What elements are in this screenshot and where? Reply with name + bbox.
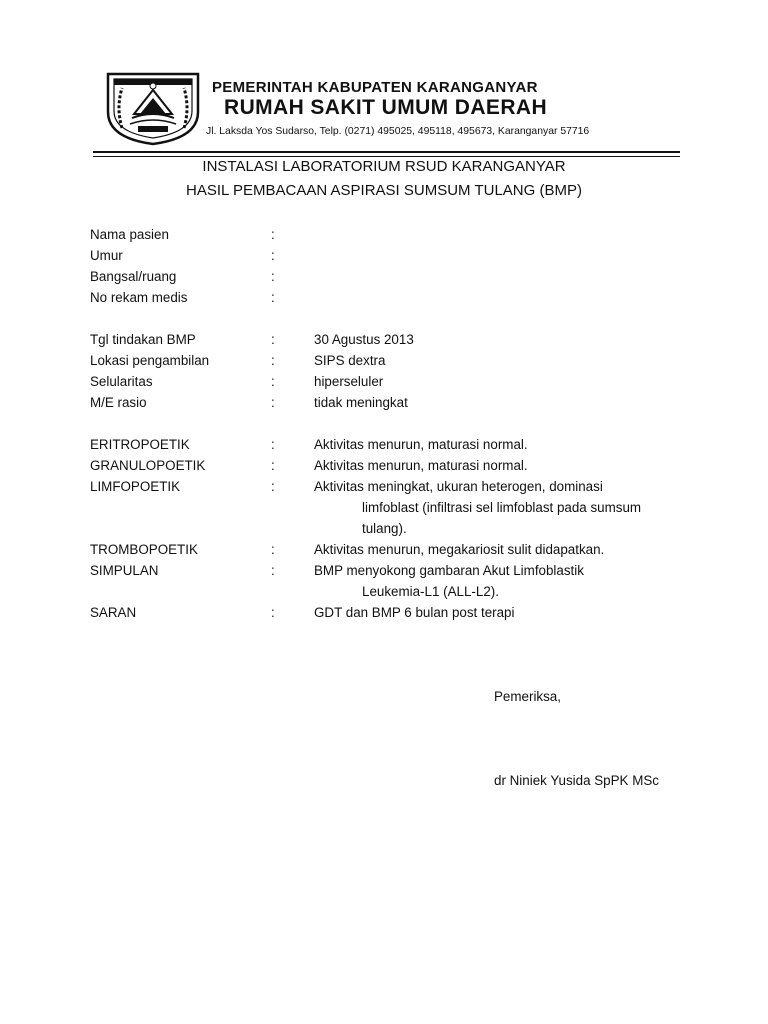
field-colon: : (271, 563, 275, 578)
field-label: M/E rasio (90, 395, 147, 410)
finding-label: ERITROPOETIK (90, 437, 190, 452)
finding-value-cont: tulang). (362, 521, 407, 536)
regency-logo (104, 68, 202, 146)
header-divider-thin (93, 156, 680, 157)
field-label: Bangsal/ruang (90, 269, 177, 284)
field-colon: : (271, 542, 275, 557)
field-colon: : (271, 227, 275, 242)
field-colon: : (271, 437, 275, 452)
finding-label: GRANULOPOETIK (90, 458, 206, 473)
field-colon: : (271, 605, 275, 620)
field-colon: : (271, 458, 275, 473)
finding-value: GDT dan BMP 6 bulan post terapi (314, 605, 515, 620)
field-colon: : (271, 332, 275, 347)
hospital-name: RUMAH SAKIT UMUM DAERAH (224, 96, 548, 119)
field-label: Nama pasien (90, 227, 169, 242)
field-label: Umur (90, 248, 123, 263)
header-divider-thick (93, 151, 680, 153)
field-row (0, 269, 768, 289)
field-row (0, 395, 768, 415)
finding-row (0, 458, 768, 478)
document-title: INSTALASI LABORATORIUM RSUD KARANGANYAR (202, 158, 566, 175)
finding-continuation (0, 584, 768, 604)
finding-value-cont: Leukemia-L1 (ALL-L2). (362, 584, 499, 599)
finding-value-cont: limfoblast (infiltrasi sel limfoblast pada sumsum (362, 500, 642, 515)
field-colon: : (271, 479, 275, 494)
field-label: Tgl tindakan BMP (90, 332, 196, 347)
finding-row (0, 479, 768, 499)
field-label: Lokasi pengambilan (90, 353, 210, 368)
finding-label: LIMFOPOETIK (90, 479, 181, 494)
document-subtitle: HASIL PEMBACAAN ASPIRASI SUMSUM TULANG (BMP) (186, 182, 582, 199)
field-colon: : (271, 353, 275, 368)
field-colon: : (271, 374, 275, 389)
examiner-name: dr Niniek Yusida SpPK MSc (494, 773, 659, 788)
field-label: Selularitas (90, 374, 153, 389)
finding-row (0, 542, 768, 562)
finding-continuation (0, 521, 768, 541)
finding-value: Aktivitas menurun, megakariosit sulit didapatkan. (314, 542, 605, 557)
field-colon: : (271, 269, 275, 284)
finding-label: TROMBOPOETIK (90, 542, 198, 557)
examiner-role: Pemeriksa, (494, 689, 561, 704)
finding-label: SARAN (90, 605, 137, 620)
field-value: tidak meningkat (314, 395, 408, 410)
field-row (0, 290, 768, 310)
field-colon: : (271, 290, 275, 305)
government-name: PEMERINTAH KABUPATEN KARANGANYAR (212, 79, 538, 96)
hospital-address: Jl. Laksda Yos Sudarso, Telp. (0271) 495025, 495118, 495673, Karanganyar 57716 (206, 126, 590, 137)
field-value: 30 Agustus 2013 (314, 332, 414, 347)
finding-row (0, 605, 768, 625)
finding-value: Aktivitas menurun, maturasi normal. (314, 458, 528, 473)
finding-value: BMP menyokong gambaran Akut Limfoblastik (314, 563, 584, 578)
finding-label: SIMPULAN (90, 563, 159, 578)
field-row (0, 374, 768, 394)
field-colon: : (271, 395, 275, 410)
field-row (0, 332, 768, 352)
field-value: hiperseluler (314, 374, 384, 389)
field-row (0, 248, 768, 268)
finding-row (0, 437, 768, 457)
finding-value: Aktivitas meningkat, ukuran heterogen, dominasi (314, 479, 603, 494)
finding-row (0, 563, 768, 583)
field-value: SIPS dextra (314, 353, 386, 368)
finding-value: Aktivitas menurun, maturasi normal. (314, 437, 528, 452)
field-row (0, 227, 768, 247)
finding-continuation (0, 500, 768, 520)
field-colon: : (271, 248, 275, 263)
field-row (0, 353, 768, 373)
field-label: No rekam medis (90, 290, 188, 305)
